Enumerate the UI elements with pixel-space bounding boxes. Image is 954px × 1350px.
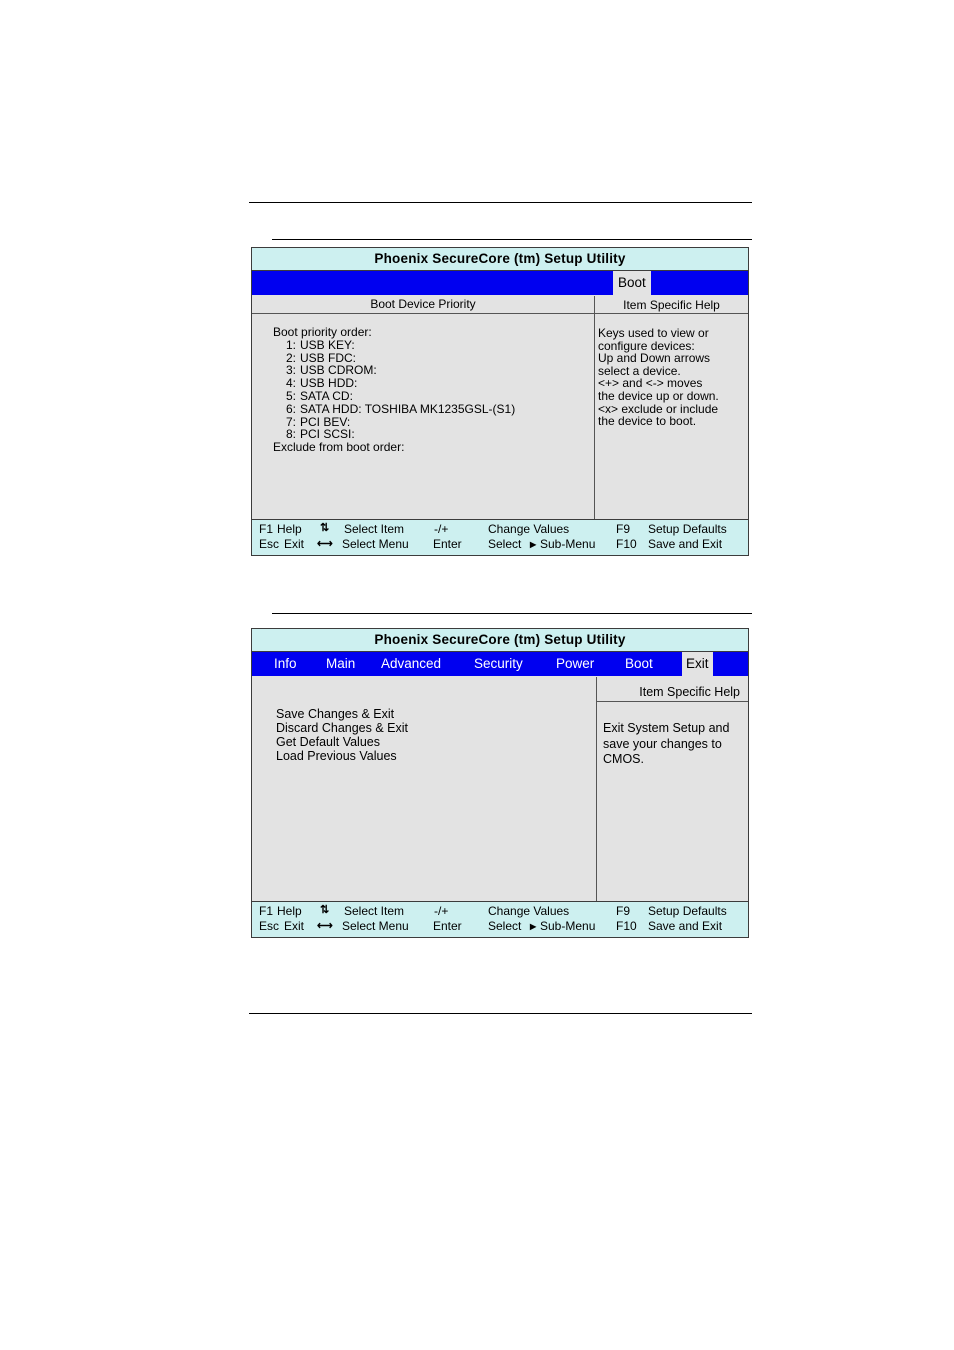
tab-security[interactable]: Security (474, 656, 523, 671)
item-specific-help-header: Item Specific Help (639, 685, 740, 699)
minus-plus-key: -/+ (434, 904, 449, 918)
help-label: Help (277, 904, 302, 918)
help-line: save your changes to (603, 736, 722, 751)
boot-order-list (273, 326, 515, 454)
exit-option[interactable]: Load Previous Values (276, 749, 397, 763)
left-right-arrows-icon: ⟷ (317, 920, 333, 932)
tab-boot[interactable]: Boot (625, 656, 653, 671)
tab-power[interactable]: Power (556, 656, 595, 671)
boot-item-label: PCI SCSI: (300, 427, 355, 442)
exit-help-text (603, 721, 729, 768)
sub-menu-label: Sub-Menu (540, 537, 596, 551)
exit-setup-screen (251, 628, 749, 938)
exclude-heading: Exclude from boot order: (273, 440, 405, 455)
bottom-page-rule (249, 1013, 752, 1014)
change-values-label: Change Values (488, 522, 570, 536)
tab-info[interactable]: Info (274, 656, 297, 671)
tab-advanced[interactable]: Advanced (381, 656, 442, 671)
setup-title: Phoenix SecureCore (tm) Setup Utility (252, 629, 748, 652)
save-and-exit-label: Save and Exit (648, 537, 723, 551)
f10-key: F10 (616, 919, 637, 933)
boot-items (273, 339, 515, 441)
help-line: <+> and <-> moves (598, 376, 703, 391)
right-header-underline (595, 313, 748, 314)
boot-item-number: 3: (286, 363, 297, 378)
f9-key: F9 (616, 522, 631, 536)
help-line: <x> exclude or include (598, 401, 719, 416)
minus-plus-key: -/+ (434, 522, 449, 536)
boot-item-label: SATA HDD: TOSHIBA MK1235GSL-(S1) (300, 401, 516, 416)
boot-item-label: SATA CD: (300, 388, 353, 403)
boot-item[interactable] (273, 403, 515, 416)
boot-item-label: USB CDROM: (300, 363, 377, 378)
help-line: Exit System Setup and (603, 721, 730, 735)
select-label: Select (488, 537, 522, 551)
help-label: Help (277, 522, 302, 536)
boot-item[interactable] (273, 390, 515, 403)
exit-label: Exit (284, 919, 305, 933)
left-right-arrows-icon: ⟷ (317, 538, 333, 550)
boot-item-number: 1: (286, 337, 297, 352)
help-line: Keys used to view or (598, 326, 709, 340)
boot-item-number: 2: (286, 350, 297, 365)
f10-key: F10 (616, 537, 637, 551)
boot-item-number: 6: (286, 401, 297, 416)
help-line: the device to boot. (598, 414, 697, 429)
esc-key: Esc (259, 537, 280, 551)
tab-main[interactable]: Main (326, 656, 356, 671)
key-legend (252, 901, 748, 937)
exit-option[interactable]: Get Default Values (276, 735, 380, 749)
tab-exit[interactable]: Exit (682, 652, 713, 676)
up-down-arrows-icon: ⇅ (320, 522, 330, 534)
help-line: select a device. (598, 363, 681, 378)
f9-key: F9 (616, 904, 631, 918)
caption-rule-2 (272, 613, 752, 614)
menu-bar (252, 652, 748, 676)
item-specific-help-header: Item Specific Help (623, 298, 720, 312)
boot-item-number: 8: (286, 427, 297, 442)
help-line: Up and Down arrows (598, 351, 711, 366)
exit-option[interactable]: Save Changes & Exit (276, 707, 395, 721)
top-page-rule (249, 202, 752, 203)
boot-item-number: 5: (286, 388, 297, 403)
right-triangle-icon: ▶ (530, 922, 537, 931)
right-header-underline (597, 701, 748, 702)
sub-menu-label: Sub-Menu (540, 919, 596, 933)
boot-device-priority-header: Boot Device Priority (370, 297, 476, 311)
help-line: configure devices: (598, 338, 695, 353)
panel-divider (594, 296, 595, 520)
menu-bar (252, 271, 748, 295)
change-values-label: Change Values (488, 904, 570, 918)
up-down-arrows-icon: ⇅ (320, 904, 330, 916)
select-item-label: Select Item (344, 522, 405, 536)
boot-help-text (598, 327, 719, 428)
enter-key: Enter (433, 919, 462, 933)
exit-option[interactable]: Discard Changes & Exit (276, 721, 409, 735)
esc-key: Esc (259, 919, 280, 933)
save-and-exit-label: Save and Exit (648, 919, 723, 933)
boot-item[interactable] (273, 339, 515, 352)
boot-setup-screen (251, 247, 749, 556)
f1-key: F1 (259, 904, 274, 918)
tab-boot[interactable]: Boot (613, 271, 651, 295)
select-item-label: Select Item (344, 904, 405, 918)
setup-defaults-label: Setup Defaults (648, 522, 727, 536)
boot-item-label: USB HDD: (300, 376, 358, 391)
panel-divider (596, 677, 597, 901)
key-legend (252, 519, 748, 555)
setup-defaults-label: Setup Defaults (648, 904, 727, 918)
f1-key: F1 (259, 522, 274, 536)
boot-item-number: 4: (286, 376, 297, 391)
select-label: Select (488, 919, 522, 933)
enter-key: Enter (433, 537, 462, 551)
boot-order-heading: Boot priority order: (273, 325, 372, 339)
left-header-underline (252, 313, 594, 314)
caption-rule-1 (272, 239, 752, 240)
boot-item-number: 7: (286, 414, 297, 429)
setup-title: Phoenix SecureCore (tm) Setup Utility (252, 248, 748, 271)
boot-item-label: USB KEY: (300, 337, 355, 352)
boot-item-label: PCI BEV: (300, 414, 351, 429)
help-line: CMOS. (603, 752, 644, 766)
exit-options-list (276, 707, 408, 763)
boot-item-label: USB FDC: (300, 350, 357, 365)
right-triangle-icon: ▶ (530, 540, 537, 549)
select-menu-label: Select Menu (342, 919, 409, 933)
select-menu-label: Select Menu (342, 537, 409, 551)
exit-label: Exit (284, 537, 305, 551)
help-line: the device up or down. (598, 388, 719, 403)
